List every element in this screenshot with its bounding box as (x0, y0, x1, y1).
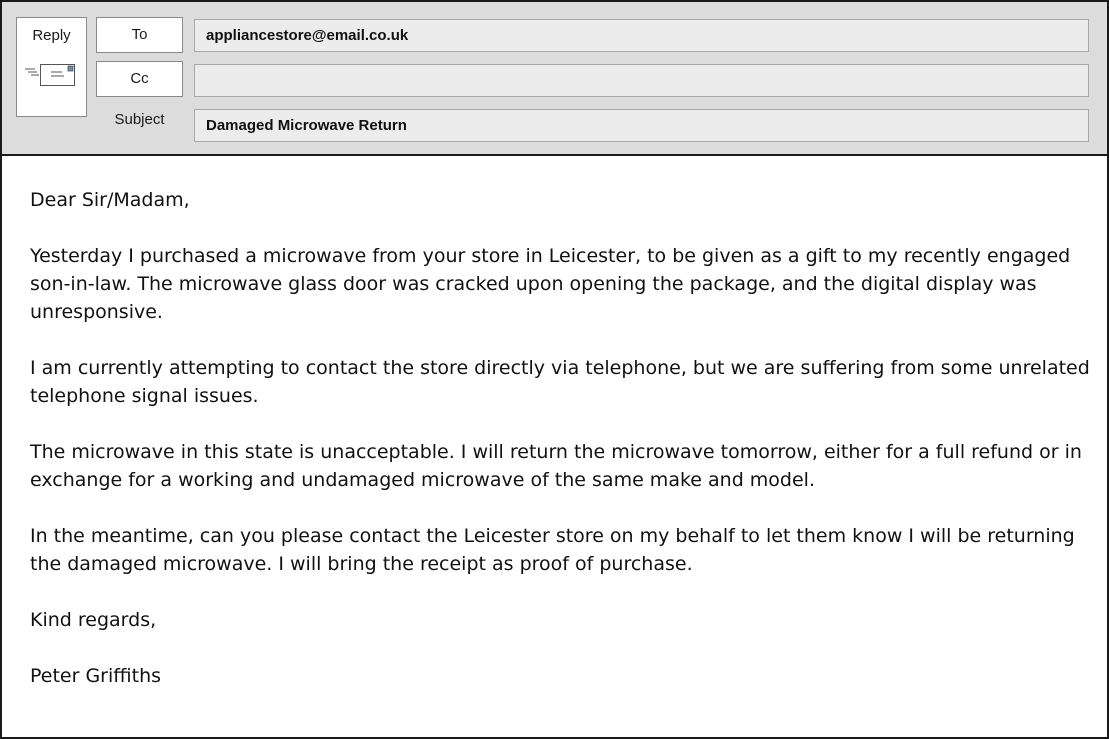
body-paragraph-4: In the meantime, can you please contact the Leicester store on my behalf to let them know I will be returning the damaged microwave. I will bring the receipt as proof of purchase. (30, 525, 1075, 575)
message-text (30, 186, 1090, 718)
signature: Peter Griffiths (30, 665, 162, 687)
sign-off: Kind regards, (30, 609, 157, 631)
message-body[interactable] (2, 156, 1107, 737)
cc-field[interactable] (194, 64, 1089, 97)
greeting: Dear Sir/Madam, (30, 189, 190, 211)
cc-button[interactable]: Cc (96, 61, 183, 97)
subject-field[interactable]: Damaged Microwave Return (194, 109, 1089, 142)
compose-header (2, 2, 1107, 156)
body-paragraph-3: The microwave in this state is unacceptable. I will return the microwave tomorrow, either for a full refund or in exchange for a working and undamaged microwave of the same make and model. (30, 441, 1082, 491)
body-paragraph-1: Yesterday I purchased a microwave from your store in Leicester, to be given as a gift to my recently engaged son-in-law. The microwave glass door was cracked upon opening the package, and the digital display was unresponsive. (30, 245, 1071, 323)
envelope-icon (22, 60, 78, 90)
reply-button[interactable] (16, 17, 87, 117)
body-paragraph-2: I am currently attempting to contact the store directly via telephone, but we are suffering from some unrelated telephone signal issues. (30, 357, 1090, 407)
reply-button-label: Reply (32, 27, 71, 44)
to-field[interactable]: appliancestore@email.co.uk (194, 19, 1089, 52)
to-button[interactable]: To (96, 17, 183, 53)
subject-label: Subject (114, 111, 165, 128)
